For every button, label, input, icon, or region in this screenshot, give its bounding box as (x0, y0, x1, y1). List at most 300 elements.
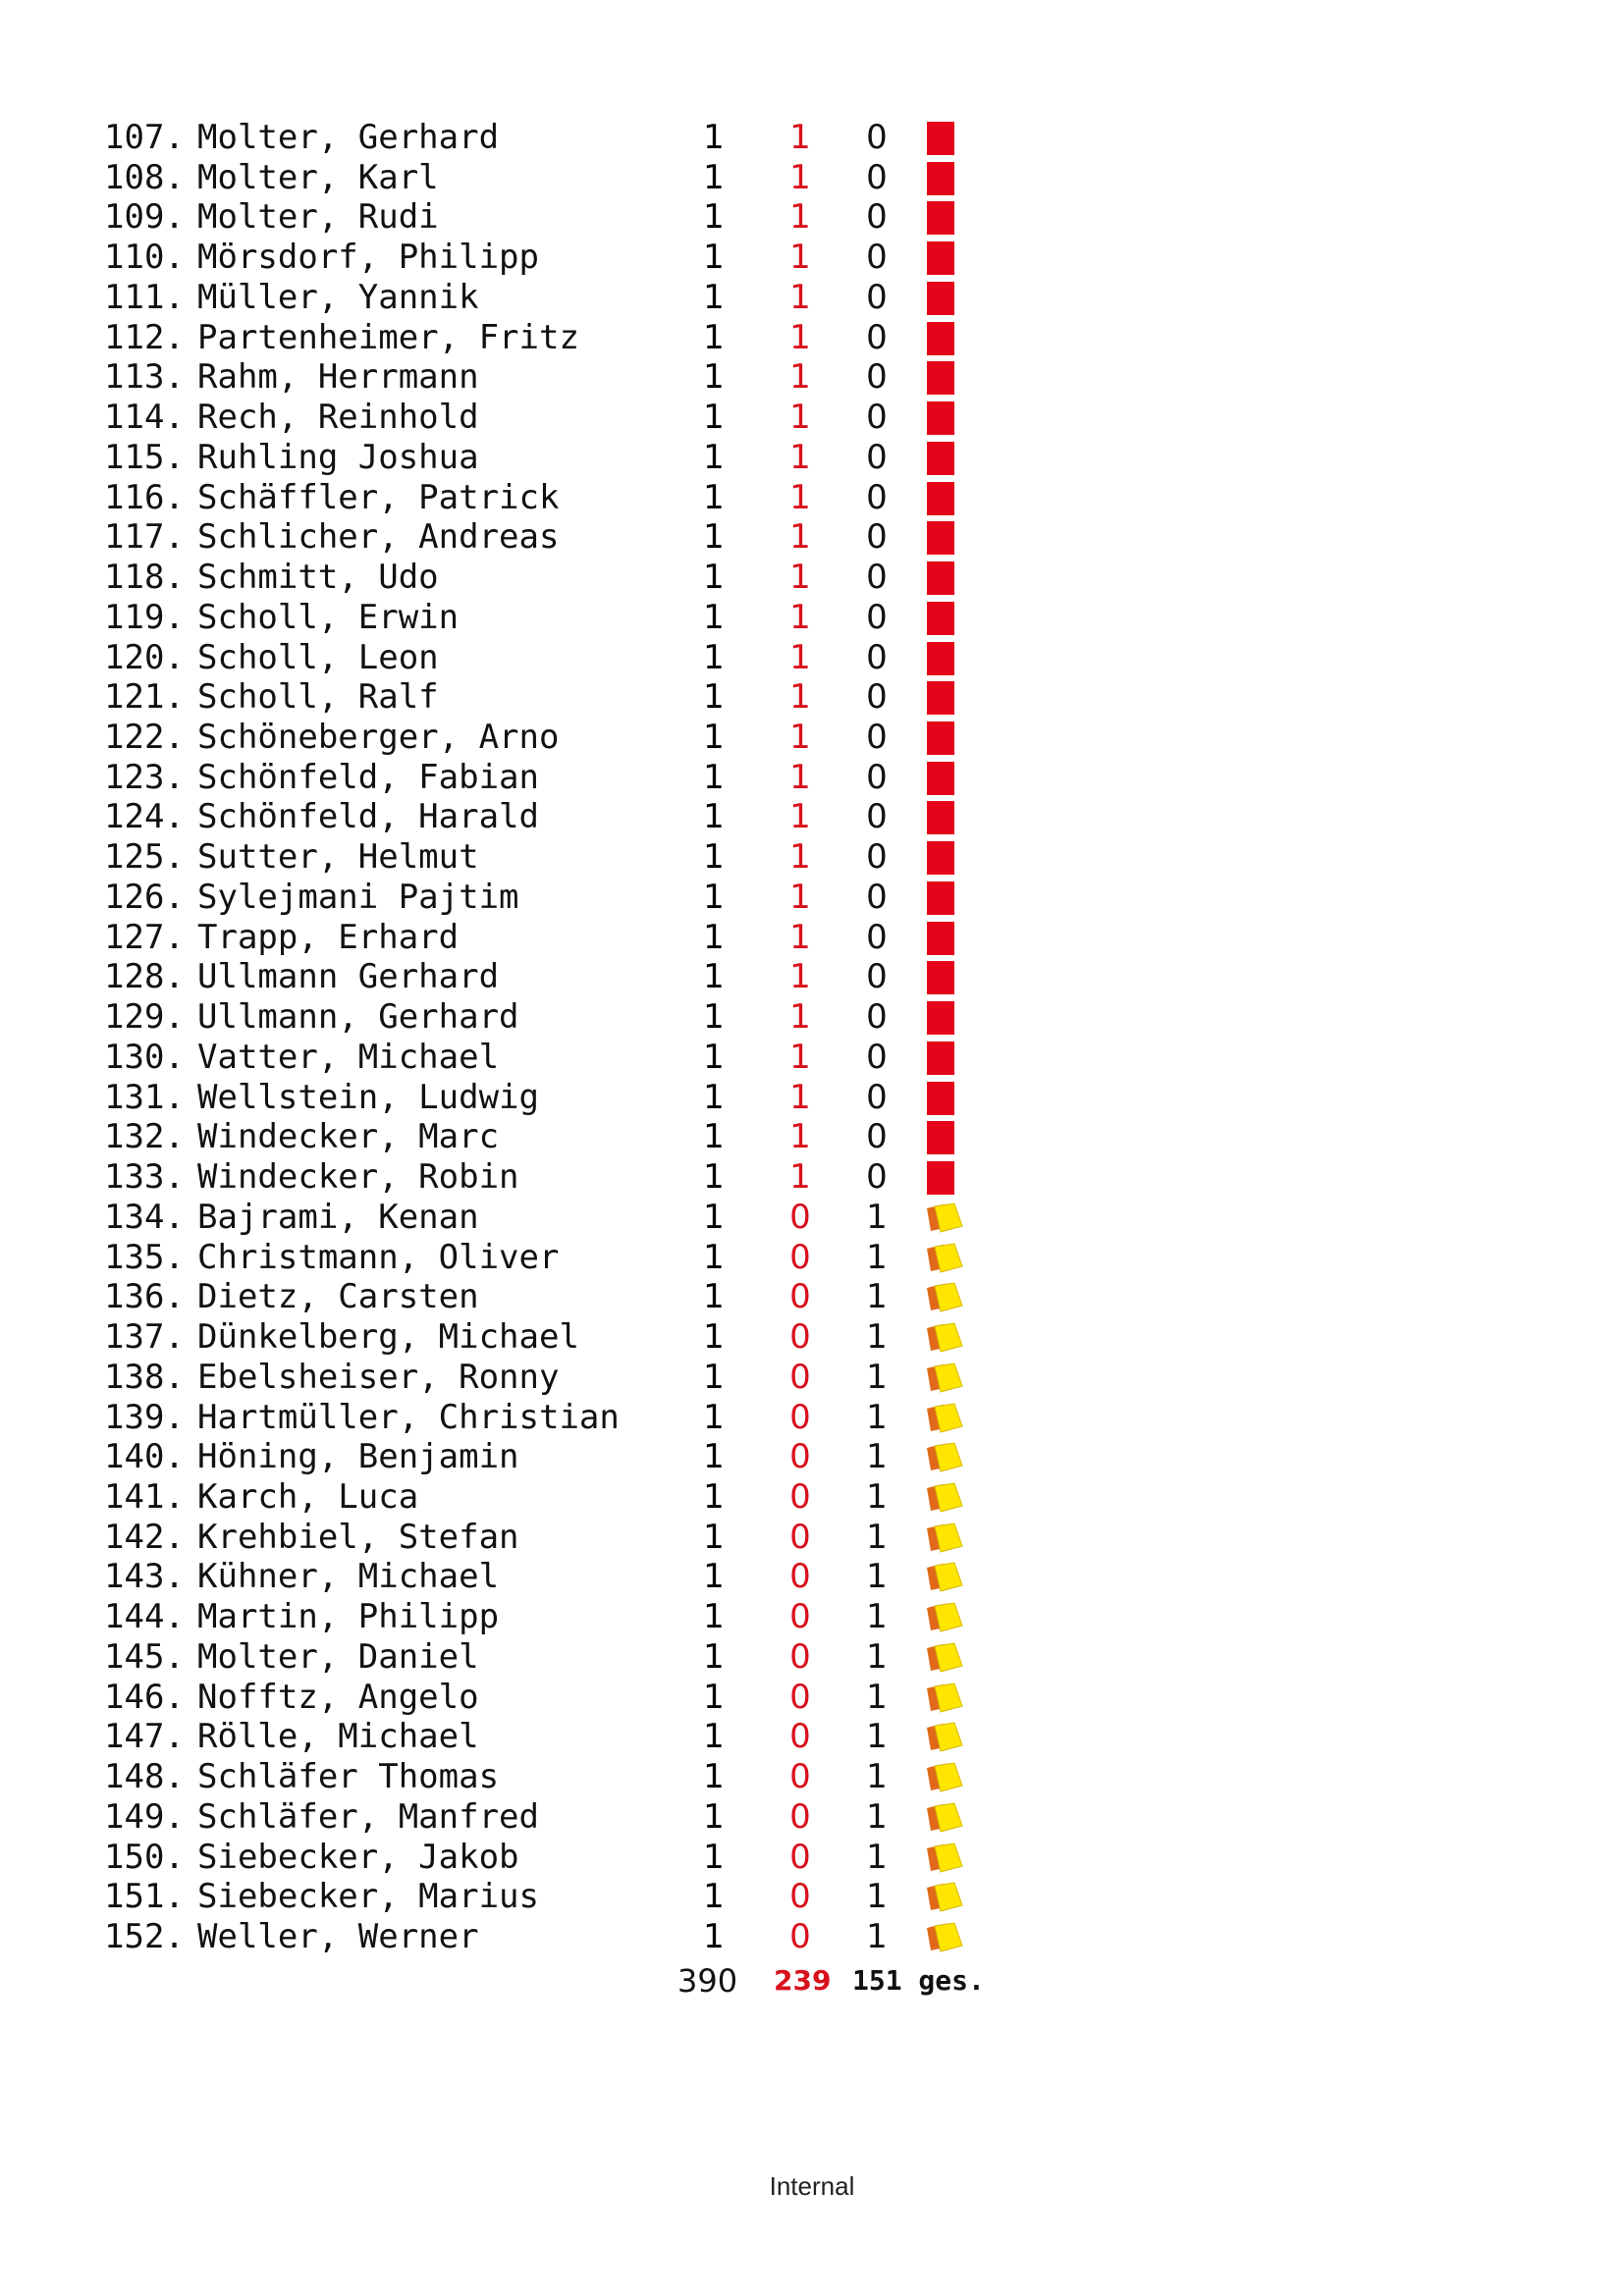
red-count: 0 (789, 1277, 811, 1317)
row-number: 120. (104, 637, 185, 677)
total-yellow-cards: 151 ges. (852, 1964, 985, 1997)
yellow-count: 1 (866, 1837, 888, 1877)
player-name: Wellstein, Ludwig (197, 1077, 539, 1117)
yellow-count: 0 (866, 357, 888, 398)
table-row (0, 318, 1624, 358)
row-number: 132. (104, 1117, 185, 1157)
yellow-count: 0 (866, 757, 888, 797)
player-name: Schönfeld, Harald (197, 797, 539, 837)
row-number: 115. (104, 437, 185, 477)
total-count: 1 (703, 1117, 725, 1157)
yellow-card-icon (925, 1522, 964, 1554)
row-number: 114. (104, 398, 185, 438)
yellow-count: 1 (866, 1397, 888, 1437)
yellow-card-icon (925, 1482, 964, 1514)
yellow-count: 0 (866, 197, 888, 238)
red-count: 1 (789, 837, 811, 878)
red-count: 0 (789, 1397, 811, 1437)
player-name: Schäffler, Patrick (197, 477, 560, 517)
yellow-card-icon (925, 1922, 964, 1953)
total-count: 1 (703, 477, 725, 517)
red-card-icon (927, 681, 954, 715)
yellow-count: 0 (866, 558, 888, 598)
yellow-card-icon (925, 1362, 964, 1394)
yellow-card-icon (925, 1282, 964, 1313)
player-name: Ullmann, Gerhard (197, 997, 519, 1038)
red-card-icon (927, 122, 954, 155)
row-number: 125. (104, 837, 185, 878)
row-number: 108. (104, 157, 185, 197)
yellow-count: 0 (866, 317, 888, 357)
red-count: 0 (789, 1677, 811, 1717)
total-count: 1 (703, 1277, 725, 1317)
player-name: Martin, Philipp (197, 1597, 500, 1637)
total-count: 1 (703, 517, 725, 558)
table-row (0, 797, 1624, 837)
red-count: 1 (789, 917, 811, 957)
red-card-icon (927, 162, 954, 195)
row-number: 129. (104, 997, 185, 1038)
table-row (0, 1597, 1624, 1637)
yellow-card-icon (925, 1322, 964, 1354)
row-number: 126. (104, 877, 185, 917)
red-card-icon (927, 322, 954, 355)
yellow-count: 1 (866, 1357, 888, 1397)
red-count: 1 (789, 157, 811, 197)
total-count: 1 (703, 917, 725, 957)
yellow-count: 1 (866, 1237, 888, 1277)
total-count: 1 (703, 1877, 725, 1917)
yellow-card-icon (925, 1682, 964, 1714)
player-name: Höning, Benjamin (197, 1437, 519, 1477)
player-name: Scholl, Leon (197, 637, 439, 677)
total-count: 1 (703, 877, 725, 917)
table-row (0, 1358, 1624, 1398)
player-name: Schönfeld, Fabian (197, 757, 539, 797)
table-row (0, 1917, 1624, 1957)
player-name: Schmitt, Udo (197, 558, 439, 598)
red-card-icon (927, 361, 954, 395)
yellow-count: 0 (866, 1117, 888, 1157)
row-number: 147. (104, 1717, 185, 1757)
yellow-count: 0 (866, 718, 888, 758)
yellow-count: 1 (866, 1557, 888, 1597)
yellow-count: 0 (866, 238, 888, 278)
yellow-count: 0 (866, 1037, 888, 1077)
table-row (0, 357, 1624, 398)
yellow-card-icon (925, 1602, 964, 1633)
player-name: Ullmann Gerhard (197, 957, 500, 997)
yellow-count: 1 (866, 1717, 888, 1757)
player-name: Hartmüller, Christian (197, 1397, 620, 1437)
red-count: 1 (789, 1037, 811, 1077)
red-count: 1 (789, 277, 811, 317)
red-count: 0 (789, 1197, 811, 1237)
yellow-count: 1 (866, 1636, 888, 1677)
player-name: Rech, Reinhold (197, 398, 479, 438)
red-card-icon (927, 241, 954, 275)
player-name: Molter, Rudi (197, 197, 439, 238)
total-count: 1 (703, 1317, 725, 1358)
red-count: 1 (789, 477, 811, 517)
red-count: 1 (789, 757, 811, 797)
row-number: 151. (104, 1877, 185, 1917)
player-name: Ebelsheiser, Ronny (197, 1357, 560, 1397)
red-count: 1 (789, 317, 811, 357)
red-count: 0 (789, 1476, 811, 1517)
row-number: 140. (104, 1437, 185, 1477)
row-number: 107. (104, 118, 185, 157)
total-count: 1 (703, 637, 725, 677)
red-card-icon (927, 961, 954, 994)
red-card-icon (927, 602, 954, 635)
row-number: 146. (104, 1677, 185, 1717)
red-card-icon (927, 841, 954, 875)
red-card-icon (927, 442, 954, 475)
yellow-count: 0 (866, 597, 888, 637)
table-row (0, 1117, 1624, 1157)
yellow-count: 0 (866, 637, 888, 677)
red-count: 1 (789, 1077, 811, 1117)
red-count: 0 (789, 1357, 811, 1397)
player-name: Nofftz, Angelo (197, 1677, 479, 1717)
table-row (0, 1557, 1624, 1597)
red-card-icon (927, 401, 954, 435)
total-count: 1 (703, 1837, 725, 1877)
yellow-count: 0 (866, 157, 888, 197)
row-number: 122. (104, 718, 185, 758)
yellow-count: 1 (866, 1476, 888, 1517)
red-card-icon (927, 721, 954, 755)
player-name: Schläfer, Manfred (197, 1796, 539, 1837)
table-row (0, 238, 1624, 278)
table-row (0, 158, 1624, 198)
player-name: Scholl, Ralf (197, 677, 439, 718)
table-row (0, 1398, 1624, 1438)
total-count: 1 (703, 1557, 725, 1597)
player-name: Trapp, Erhard (197, 917, 460, 957)
yellow-count: 0 (866, 997, 888, 1038)
total-count: 1 (703, 1796, 725, 1837)
yellow-card-icon (925, 1882, 964, 1913)
table-row (0, 1717, 1624, 1757)
red-card-icon (927, 201, 954, 235)
total-count: 1 (703, 277, 725, 317)
table-row (0, 118, 1624, 158)
yellow-count: 0 (866, 1157, 888, 1198)
player-name: Molter, Gerhard (197, 118, 500, 157)
red-count: 1 (789, 1157, 811, 1198)
red-card-icon (927, 521, 954, 555)
player-name: Müller, Yannik (197, 277, 479, 317)
total-count: 1 (703, 677, 725, 718)
red-card-icon (927, 642, 954, 675)
red-card-icon (927, 801, 954, 834)
total-count: 1 (703, 1476, 725, 1517)
yellow-card-icon (925, 1442, 964, 1473)
player-name: Windecker, Marc (197, 1117, 500, 1157)
table-row (0, 837, 1624, 878)
red-count: 0 (789, 1757, 811, 1797)
row-number: 118. (104, 558, 185, 598)
table-row (0, 558, 1624, 598)
total-count: 1 (703, 797, 725, 837)
red-count: 1 (789, 437, 811, 477)
yellow-count: 1 (866, 1677, 888, 1717)
red-count: 0 (789, 1437, 811, 1477)
player-name: Molter, Karl (197, 157, 439, 197)
red-count: 1 (789, 957, 811, 997)
red-card-icon (927, 561, 954, 595)
yellow-card-icon (925, 1642, 964, 1674)
red-card-icon (927, 1041, 954, 1075)
total-count: 1 (703, 1717, 725, 1757)
table-row (0, 1317, 1624, 1358)
total-count: 1 (703, 1237, 725, 1277)
yellow-card-icon (925, 1243, 964, 1274)
table-row (0, 197, 1624, 238)
table-row (0, 878, 1624, 918)
red-count: 1 (789, 637, 811, 677)
table-row (0, 1277, 1624, 1317)
player-name: Dünkelberg, Michael (197, 1317, 579, 1358)
red-card-icon (927, 1082, 954, 1115)
row-number: 141. (104, 1476, 185, 1517)
red-count: 0 (789, 1317, 811, 1358)
row-number: 110. (104, 238, 185, 278)
yellow-card-icon (925, 1722, 964, 1753)
red-count: 0 (789, 1877, 811, 1917)
classification-label: Internal (769, 2171, 855, 2201)
yellow-card-icon (925, 1842, 964, 1874)
row-number: 150. (104, 1837, 185, 1877)
table-row (0, 677, 1624, 718)
yellow-count: 0 (866, 437, 888, 477)
row-number: 111. (104, 277, 185, 317)
table-row (0, 1877, 1624, 1917)
total-count: 1 (703, 1597, 725, 1637)
yellow-count: 0 (866, 917, 888, 957)
total-count: 1 (703, 1517, 725, 1557)
total-count: 1 (703, 957, 725, 997)
yellow-count: 0 (866, 957, 888, 997)
red-count: 0 (789, 1917, 811, 1957)
row-number: 127. (104, 917, 185, 957)
table-row (0, 278, 1624, 318)
player-name: Ruhling Joshua (197, 437, 479, 477)
table-row (0, 517, 1624, 558)
row-number: 136. (104, 1277, 185, 1317)
red-card-icon (927, 482, 954, 515)
red-card-icon (927, 762, 954, 795)
player-name: Siebecker, Jakob (197, 1837, 519, 1877)
row-number: 135. (104, 1237, 185, 1277)
red-count: 0 (789, 1717, 811, 1757)
total-count: 1 (703, 558, 725, 598)
row-number: 142. (104, 1517, 185, 1557)
table-row (0, 638, 1624, 678)
red-count: 1 (789, 558, 811, 598)
row-number: 139. (104, 1397, 185, 1437)
total-count: 1 (703, 238, 725, 278)
red-count: 0 (789, 1597, 811, 1637)
row-number: 145. (104, 1636, 185, 1677)
total-count: 1 (703, 1197, 725, 1237)
total-count: 1 (703, 837, 725, 878)
row-number: 116. (104, 477, 185, 517)
red-count: 1 (789, 238, 811, 278)
red-count: 1 (789, 1117, 811, 1157)
yellow-card-icon (925, 1403, 964, 1434)
player-name: Siebecker, Marius (197, 1877, 539, 1917)
row-number: 131. (104, 1077, 185, 1117)
total-count: 1 (703, 1357, 725, 1397)
yellow-count: 0 (866, 837, 888, 878)
table-row (0, 997, 1624, 1038)
total-count: 1 (703, 1157, 725, 1198)
player-name: Schöneberger, Arno (197, 718, 560, 758)
red-count: 1 (789, 797, 811, 837)
table-row (0, 1477, 1624, 1518)
total-red-cards: 239 (774, 1964, 832, 1997)
yellow-count: 0 (866, 1077, 888, 1117)
player-name: Windecker, Robin (197, 1157, 519, 1198)
table-row (0, 1797, 1624, 1838)
row-number: 138. (104, 1357, 185, 1397)
table-row (0, 398, 1624, 438)
player-name: Sylejmani Pajtim (197, 877, 519, 917)
yellow-count: 1 (866, 1317, 888, 1358)
yellow-count: 1 (866, 1796, 888, 1837)
total-count: 1 (703, 1677, 725, 1717)
red-count: 0 (789, 1517, 811, 1557)
yellow-count: 1 (866, 1757, 888, 1797)
table-row (0, 1437, 1624, 1477)
total-count: 1 (703, 1037, 725, 1077)
yellow-count: 0 (866, 517, 888, 558)
yellow-count: 1 (866, 1877, 888, 1917)
red-count: 0 (789, 1796, 811, 1837)
total-count: 1 (703, 317, 725, 357)
yellow-card-icon (925, 1762, 964, 1793)
player-name: Molter, Daniel (197, 1636, 479, 1677)
table-row (0, 1038, 1624, 1078)
row-number: 134. (104, 1197, 185, 1237)
row-number: 123. (104, 757, 185, 797)
red-count: 1 (789, 997, 811, 1038)
player-name: Rahm, Herrmann (197, 357, 479, 398)
total-count: 1 (703, 437, 725, 477)
row-number: 149. (104, 1796, 185, 1837)
table-row (0, 1157, 1624, 1198)
total-count: 1 (703, 757, 725, 797)
red-count: 0 (789, 1237, 811, 1277)
total-count: 1 (703, 997, 725, 1038)
red-count: 0 (789, 1557, 811, 1597)
red-count: 1 (789, 517, 811, 558)
player-name: Rölle, Michael (197, 1717, 479, 1757)
row-number: 121. (104, 677, 185, 718)
row-number: 152. (104, 1917, 185, 1957)
player-name: Sutter, Helmut (197, 837, 479, 878)
row-number: 112. (104, 317, 185, 357)
table-row (0, 1637, 1624, 1678)
red-count: 1 (789, 718, 811, 758)
red-count: 1 (789, 597, 811, 637)
red-card-icon (927, 881, 954, 915)
row-number: 130. (104, 1037, 185, 1077)
yellow-count: 1 (866, 1437, 888, 1477)
table-row (0, 1198, 1624, 1238)
table-row (0, 957, 1624, 997)
yellow-count: 0 (866, 477, 888, 517)
red-count: 1 (789, 197, 811, 238)
row-number: 124. (104, 797, 185, 837)
total-count: 1 (703, 1397, 725, 1437)
yellow-count: 1 (866, 1597, 888, 1637)
player-name: Bajrami, Kenan (197, 1197, 479, 1237)
yellow-count: 0 (866, 398, 888, 438)
red-card-icon (927, 1161, 954, 1195)
row-number: 113. (104, 357, 185, 398)
row-number: 128. (104, 957, 185, 997)
yellow-count: 0 (866, 277, 888, 317)
player-name: Schlicher, Andreas (197, 517, 560, 558)
row-number: 119. (104, 597, 185, 637)
yellow-count: 0 (866, 118, 888, 157)
total-count: 1 (703, 1757, 725, 1797)
player-name: Partenheimer, Fritz (197, 317, 579, 357)
table-row (0, 758, 1624, 798)
total-count: 1 (703, 718, 725, 758)
red-count: 1 (789, 398, 811, 438)
yellow-card-icon (925, 1562, 964, 1593)
yellow-count: 1 (866, 1917, 888, 1957)
player-name: Scholl, Erwin (197, 597, 460, 637)
total-count: 1 (703, 1437, 725, 1477)
player-card-list (0, 118, 1624, 1957)
red-count: 1 (789, 357, 811, 398)
row-number: 133. (104, 1157, 185, 1198)
player-name: Mörsdorf, Philipp (197, 238, 539, 278)
total-count: 1 (703, 1917, 725, 1957)
table-row (0, 1238, 1624, 1278)
row-number: 109. (104, 197, 185, 238)
red-count: 0 (789, 1636, 811, 1677)
yellow-card-icon (925, 1202, 964, 1234)
table-row (0, 1757, 1624, 1797)
total-count: 1 (703, 157, 725, 197)
total-count: 1 (703, 1077, 725, 1117)
red-card-icon (927, 282, 954, 315)
row-number: 148. (104, 1757, 185, 1797)
table-row (0, 718, 1624, 758)
yellow-count: 1 (866, 1197, 888, 1237)
table-row (0, 598, 1624, 638)
row-number: 137. (104, 1317, 185, 1358)
red-count: 1 (789, 677, 811, 718)
player-name: Vatter, Michael (197, 1037, 500, 1077)
player-name: Kühner, Michael (197, 1557, 500, 1597)
player-name: Krehbiel, Stefan (197, 1517, 519, 1557)
red-count: 1 (789, 118, 811, 157)
table-row (0, 1678, 1624, 1718)
total-count: 1 (703, 1636, 725, 1677)
player-name: Dietz, Carsten (197, 1277, 479, 1317)
table-row (0, 1078, 1624, 1118)
yellow-count: 0 (866, 677, 888, 718)
table-row (0, 918, 1624, 958)
